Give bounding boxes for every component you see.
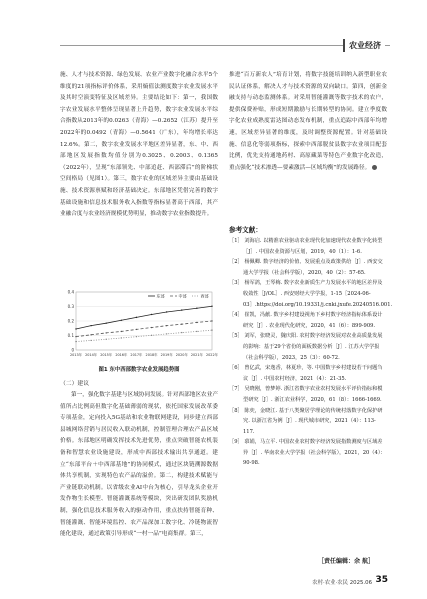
section-heading: （二）建议 — [60, 381, 89, 387]
data-point — [196, 322, 197, 323]
data-point — [151, 314, 152, 315]
data-point — [181, 332, 182, 333]
legend-label: 中部 — [178, 293, 187, 299]
data-point — [211, 320, 212, 321]
data-point — [121, 331, 122, 332]
body-paragraph: 施、人才与技术资源、绿色发展、农业产业数字化融合水平5个维度的21项指标评价体系，采用熵值法测度数字农业发展水平及其时空演变特征及区域差异。主要结论如下：第一，我国数字农业发展水平整体呈现显著上升趋势，数字农业发展水平综合指数从2013年的0.0263（青海）—0.2652（江苏）提升至2022年的0.0492（青海）—0.5641（广东），年均增长率达12.6%。第二，数字农业发展水平地区差异显著，东、中、西部地区发展指数均值分别为0.3025、0.2003、0.1365（2022年），呈现“东部领先、中部追赶、西部滞后”的阶梯状空间格局（见图1）。第三，数字农业的区域差异主要由基础设施、技术资源禀赋和经济基础决定。东部地区凭借完善的数字基础设施和信息技术服务收入指数等指标显著高于西部，其产业融合度与农业经济规模优势明显，推动数字农业指数提升。 — [60, 72, 218, 218]
data-point — [106, 339, 107, 340]
reference-item: ［6］ 曾亿武，宋逸香，林夏珍，等. 中国数字乡村建设若干问题刍议［J］. 中国农村经济，2021（4）：21-35. — [229, 365, 383, 382]
data-point — [181, 323, 182, 324]
reference-item: ［9］ 慕娟，马立平. 中国农业农村数字经济发展指数测度与区域差异［J］. 华南农业大学学报（社会科学版），2021，20（4）：90-98. — [229, 439, 386, 467]
page-footer — [228, 576, 388, 588]
left-column-body — [60, 70, 218, 221]
data-point — [121, 320, 122, 321]
y-tick-label: 0.4 — [67, 289, 74, 295]
right-column-body — [229, 70, 387, 174]
data-point — [90, 340, 91, 341]
series-line — [76, 321, 212, 337]
y-tick-label: 0.1 — [67, 333, 74, 338]
data-point — [90, 334, 91, 335]
data-point — [136, 329, 137, 330]
end-mark-icon — [372, 165, 377, 170]
x-tick-label: 2019年 — [160, 353, 173, 357]
data-point — [136, 336, 137, 337]
references-title: 参考文献： — [229, 226, 262, 234]
reference-item: ［1］ 刘海启. 以精准农业驱动农业现代化加速现代农业数字化转型［J］. 中国农业资源与区划，2019，40（1）：1-6. — [229, 238, 383, 255]
x-tick-label: 2021年 — [190, 353, 203, 357]
y-tick-label: 0.3 — [67, 304, 74, 309]
data-point — [151, 327, 152, 328]
header-rule — [60, 45, 390, 46]
data-point — [106, 322, 107, 323]
journal-name: 农村·农业·农民 2025.06 — [312, 580, 372, 586]
reference-item: ［2］ 杨佩卿. 数字经济的价值、发展重点及政策供给［J］. 西安交通大学学报（社会科学版），2020，40（2）：57-65. — [229, 259, 383, 276]
x-tick-label: 2020年 — [175, 353, 188, 357]
series-line — [76, 306, 212, 329]
reference-item: ［4］ 崔凯，冯献. 数字乡村建设视角下乡村数字经济指标体系设计研究［J］. 农业现代化研究，2020，41（6）：899-909. — [229, 312, 383, 329]
reference-item: ［8］ 陈奕，金晓江. 基于八类聚居学理论的传统村落数字化保护研究. 以浙江省为例［J］. 现代城市研究，2021（4）：113-117. — [229, 407, 383, 435]
x-tick-label: 2022年 — [205, 353, 218, 357]
reference-list — [229, 236, 393, 469]
data-point — [166, 333, 167, 334]
x-tick-label: 2013年 — [69, 353, 83, 357]
y-tick-label: 0.2 — [67, 318, 74, 324]
editor-note: ［责任编辑：余 航］ — [318, 558, 375, 565]
data-point — [196, 331, 197, 332]
x-tick-label: 2015年 — [100, 353, 113, 357]
data-point — [121, 337, 122, 338]
legend-label: 西部 — [200, 293, 209, 299]
data-point — [136, 317, 137, 318]
section-tag: 农业经济 — [343, 39, 385, 52]
x-tick-label: 2017年 — [130, 353, 143, 357]
body-paragraph — [229, 70, 387, 174]
x-tick-label: 2018年 — [145, 353, 158, 357]
page-number: 35 — [375, 575, 388, 585]
reference-item: ［7］ 吴晓刚，曾梦婷. 浙江省数字农业农村发展水平评价指标和模型研究［J］. 浙江农业科学，2020，61（8）：1666-1669. — [229, 386, 383, 403]
x-tick-label: 2014年 — [85, 353, 98, 357]
figure-caption: 图1 东中西部数字农业发展趋势图 — [98, 367, 180, 373]
reference-item: ［5］ 刘军，张晓灵，魏庆阳. 农村数字经济发展对农业高质量发展的影响：基于29个省份的面板数据分析［J］. 江苏大学学报（社会科学版），2023，25（3）：60-72. — [229, 333, 383, 361]
legend-label: 东部 — [156, 293, 165, 299]
data-point — [106, 332, 107, 333]
data-point — [75, 341, 76, 342]
data-point — [151, 335, 152, 336]
series-line — [76, 330, 212, 341]
data-point — [211, 329, 212, 330]
data-point — [166, 325, 167, 326]
left-column-body-2 — [60, 390, 218, 541]
data-point — [166, 311, 167, 312]
body-text: 推进“百万新农人”培育计划，将数字技能培训纳入新型职业农民认证体系，解决人才与技术资源的双向缺口。第四，创新金融支持与动态监测体系。对采用智能灌溉等数字技术的农户，提供保费补贴，形成短期激励与长期转型的协同。建立季度数字化农业成熟度雷达图动态发布机制，重点追踪中西部年均增速，区域差异显著的维度，及时调整资源配置。针对基础设施、信息化等弱项指标，探索中西部脱贫县数字农业项目配套比例，优先支持通地药村、高原藏菜等特色产业数字化改造，重点强化“技术渗透—要素激活—区域均衡”的发展路径。 — [229, 72, 387, 171]
data-point — [196, 308, 197, 309]
trend-line-chart — [60, 284, 218, 364]
body-paragraph: 第一，强化数字基建与区域协同发展。针对西部地区农业产值所占比例高但数字化基础薄弱的现状，依托国家发展改革委专项基金，定向投入5G基站和农业物联网建设，同步建立西部县城网络营销与居民收入联动机制，控制管理合理农产品区域价格。东部地区明确发挥技术先进优势，重点突破智能农机装备和智慧农业设施建设，形成中西部技术输出共享通道。建立“东部平台＋中西部基地”的协同模式，通过区块链溯源数据体共享机制，实现特色农产品的溢价。第二，构建技术赋能与产业链联动机制。以省级农业AI中台为核心，引导龙头企业开发作物生长模型、智能灌溉系统等模块，突出研发团队奖励机制，强化信息技术服务收入的驱动作用，重点扶持智能育种、智能灌溉、智能环境监控、农产品深加工数字化、冷链物流智能化建设，通过政策引导形成“一村一品”电商集群。第三， — [60, 392, 218, 538]
reference-item: ［3］ 杨军鸽，王琴梅. 数字农业新质生产力发展水平的地区差异及收敛性［J/OL］. 西安财经大学学报，1-15［2024-06-03］.https://doi.org/10.19331/j.cnki.jxufe.20240516.001. — [229, 280, 393, 308]
data-point — [181, 309, 182, 310]
y-tick-label: 0 — [71, 347, 74, 353]
data-point — [75, 328, 76, 329]
data-point — [90, 325, 91, 326]
data-point — [75, 336, 76, 337]
data-point — [211, 306, 212, 307]
x-tick-label: 2016年 — [115, 353, 128, 357]
